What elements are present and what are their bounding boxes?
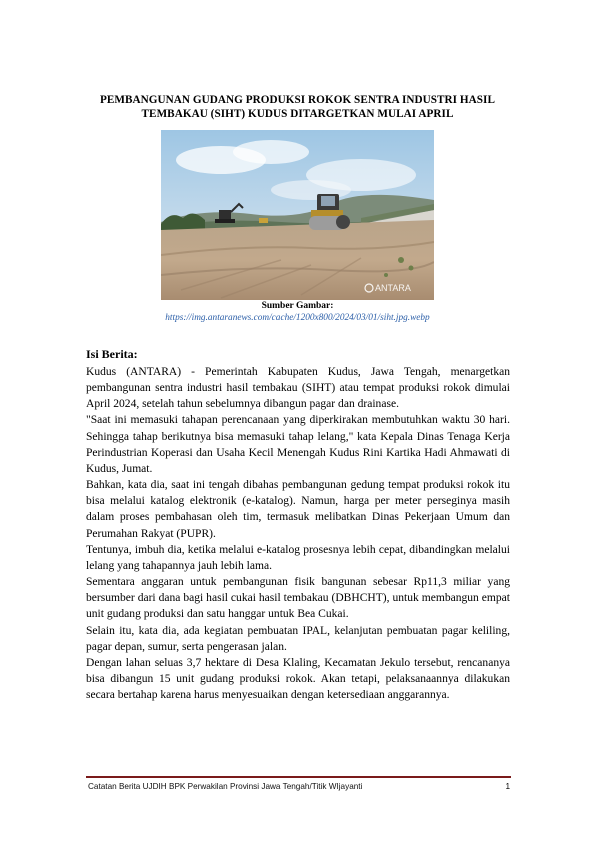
antara-watermark: ANTARA (375, 283, 411, 293)
paragraph: Bahkan, kata dia, saat ini tengah dibahas pembangunan gedung tempat produksi rokok itu bisa melalui katalog elektronik (e-katalog). Namun, harga per meter perseginya masih dalam proses pembahasan oleh tim, termasuk melibatkan Dinas Pekerjaan Umum dan Perumahan Rakyat (PUPR). (86, 479, 510, 540)
paragraph: "Saat ini memasuki tahapan perencanaan yang diperkirakan membutuhkan waktu 30 hari. Sehingga tahap berikutnya bisa memasuki tahap lelang," kata Kepala Dinas Tenaga Kerja Perindustrian Koperasi dan Usaha Kecil Menengah Kudus Rini Kartika Hadi Ahmawati di Kudus, Jumat. (86, 414, 510, 475)
section-heading: Isi Berita: (86, 347, 138, 361)
paragraph: Tentunya, imbuh dia, ketika melalui e-katalog prosesnya lebih cepat, dibandingkan melalui lelang yang tahapannya jauh lebih lama. (86, 543, 510, 572)
footer-divider (86, 776, 511, 778)
paragraph: Kudus (ANTARA) - Pemerintah Kabupaten Kudus, Jawa Tengah, menargetkan pembangunan sentra industri hasil tembakau (SIHT) atau tempat produksi rokok dimulai April 2024, setelah tahun sebelumnya dibangun pagar dan drainase. (86, 366, 510, 411)
paragraph: Dengan lahan seluas 3,7 hektare di Desa Klaling, Kecamatan Jekulo tersebut, rencananya bisa dibangun 15 unit gudang produksi rokok. Akan tetapi, pelaksanaannya dilakukan secara bertahap karena harus menyesuaikan dengan ketersediaan anggarannya. (86, 656, 510, 702)
article-title: PEMBANGUNAN GUDANG PRODUKSI ROKOK SENTRA INDUSTRI HASIL TEMBAKAU (SIHT) KUDUS DITARGETKAN MULAI APRIL (100, 94, 495, 120)
image-caption-label: Sumber Gambar: (261, 301, 334, 311)
paragraph: Selain itu, kata dia, ada kegiatan pembuatan IPAL, kelanjutan pembuatan pagar keliling, pagar depan, sumur, serta pengerasan jalan. (86, 624, 510, 653)
page-number: 1 (505, 782, 510, 791)
article-photo (161, 130, 434, 300)
image-source-link[interactable]: https://img.antaranews.com/cache/1200x800/2024/03/01/siht.jpg.webp (165, 313, 430, 323)
paragraph: Sementara anggaran untuk pembangunan fisik bangunan sebesar Rp11,3 miliar yang bersumber dari dana bagi hasil cukai hasil tembakau (DBHCHT), untuk membangun empat unit gudang produksi dan satu hanggar untuk Bea Cukai. (86, 576, 510, 621)
article-body (86, 364, 510, 703)
footer-text: Catatan Berita UJDIH BPK Perwakilan Provinsi Jawa Tengah/Titik WIjayanti (88, 782, 363, 791)
